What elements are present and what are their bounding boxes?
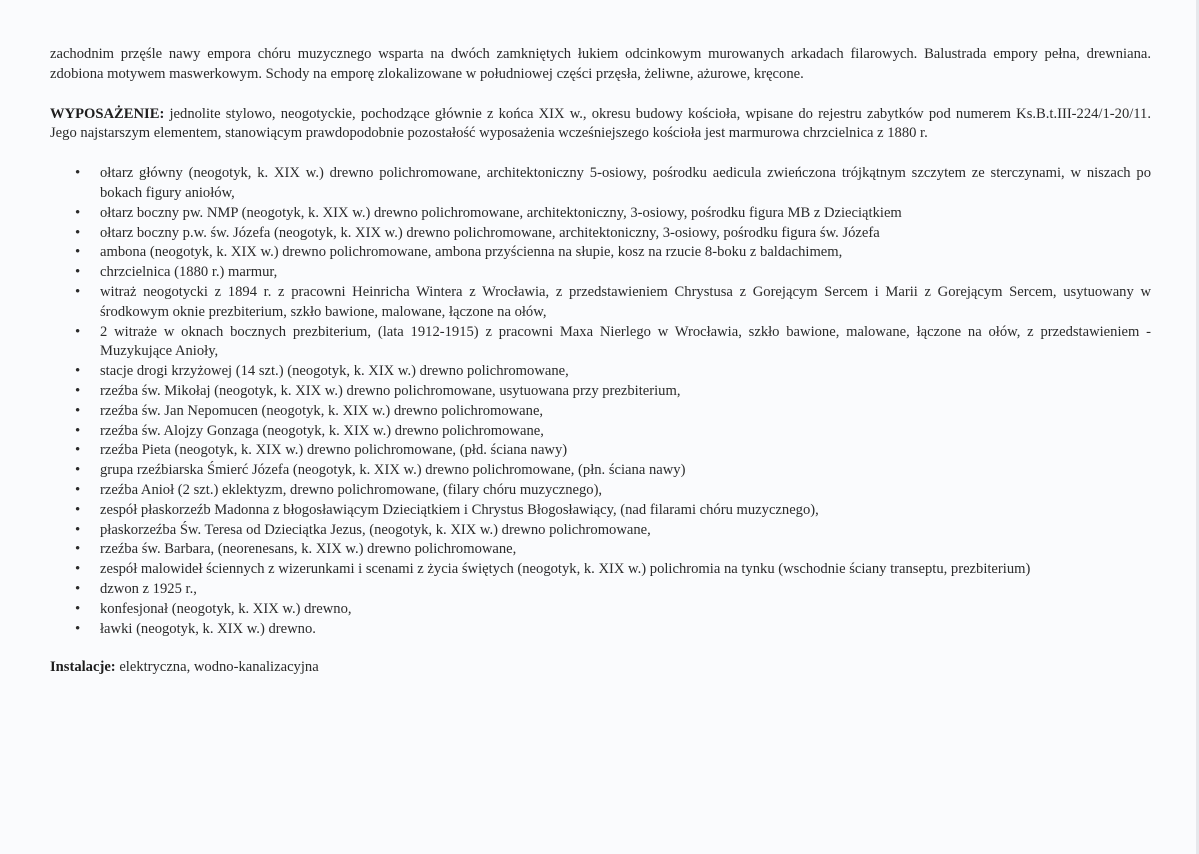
wyposazenie-paragraph	[50, 105, 1151, 145]
list-item: • rzeźba św. Alojzy Gonzaga (neogotyk, k. XIX w.) drewno polichromowane,	[50, 422, 1151, 442]
list-item: • grupa rzeźbiarska Śmierć Józefa (neogotyk, k. XIX w.) drewno polichromowane, (płn. ściana nawy)	[50, 461, 1151, 481]
list-item: • rzeźba św. Mikołaj (neogotyk, k. XIX w.) drewno polichromowane, usytuowana przy prezbiterium,	[50, 382, 1151, 402]
list-item: • chrzcielnica (1880 r.) marmur,	[50, 263, 1151, 283]
list-item: • ołtarz główny (neogotyk, k. XIX w.) drewno polichromowane, architektoniczny 5-osiowy, pośrodku aedicula zwieńczona trójkątnym szczytem ze sterczynami, w niszach po bokach figury aniołów,	[50, 164, 1151, 204]
wyposazenie-text: jednolite stylowo, neogotyckie, pochodzące głównie z końca XIX w., okresu budowy kościoła, wpisane do rejestru zabytków pod numerem Ks.B.t.III-224/1-20/11. Jego najstarszym elementem, stanowiącym prawdopodobnie pozostałość wyposażenia wcześniejszego kościoła jest marmurowa chrzcielnica z 1880 r.	[50, 105, 1151, 142]
list-item: • rzeźba św. Jan Nepomucen (neogotyk, k. XIX w.) drewno polichromowane,	[50, 402, 1151, 422]
list-item: • rzeźba Anioł (2 szt.) eklektyzm, drewno polichromowane, (filary chóru muzycznego),	[50, 481, 1151, 501]
list-item: • ołtarz boczny p.w. św. Józefa (neogotyk, k. XIX w.) drewno polichromowane, architektoniczny, 3-osiowy, pośrodku figura św. Józefa	[50, 224, 1151, 244]
list-item: • konfesjonał (neogotyk, k. XIX w.) drewno,	[50, 600, 1151, 620]
list-item: • ambona (neogotyk, k. XIX w.) drewno polichromowane, ambona przyścienna na słupie, kosz na rzucie 8-boku z baldachimem,	[50, 243, 1151, 263]
list-item: • zespół płaskorzeźb Madonna z błogosławiącym Dzieciątkiem i Chrystus Błogosławiący, (nad filarami chóru muzycznego),	[50, 501, 1151, 521]
instalacje-label: Instalacje:	[50, 659, 116, 676]
list-item: • stacje drogi krzyżowej (14 szt.) (neogotyk, k. XIX w.) drewno polichromowane,	[50, 362, 1151, 382]
list-item: • 2 witraże w oknach bocznych prezbiterium, (lata 1912-1915) z pracowni Maxa Nierlego w Wrocławia, szkło bawione, malowane, łączone na ołów, z przedstawieniem - Muzykujące Anioły,	[50, 323, 1151, 363]
wyposazenie-label: WYPOSAŻENIE:	[50, 105, 165, 122]
list-item: • rzeźba św. Barbara, (neorenesans, k. XIX w.) drewno polichromowane,	[50, 540, 1151, 560]
instalacje-text: elektryczna, wodno-kanalizacyjna	[115, 659, 319, 676]
instalacje-paragraph	[50, 658, 1151, 678]
intro-paragraph: zachodnim przęśle nawy empora chóru muzycznego wsparta na dwóch zamkniętych łukiem odcinkowym murowanych arkadach filarowych. Balustrada empory pełna, drewniana. zdobiona motywem maswerkowym. Schody na emporę zlokalizowane w południowej części przęsła, żeliwne, ażurowe, kręcone.	[50, 46, 1151, 82]
list-item: • dzwon z 1925 r.,	[50, 580, 1151, 600]
list-item: • zespół malowideł ściennych z wizerunkami i scenami z życia świętych (neogotyk, k. XIX w.) polichromia na tynku (wschodnie ściany transeptu, prezbiterium)	[50, 560, 1151, 580]
equipment-list	[50, 164, 1151, 639]
list-item: • ławki (neogotyk, k. XIX w.) drewno.	[50, 620, 1151, 640]
list-item: • płaskorzeźba Św. Teresa od Dzieciątka Jezus, (neogotyk, k. XIX w.) drewno polichromowane,	[50, 521, 1151, 541]
list-item: • ołtarz boczny pw. NMP (neogotyk, k. XIX w.) drewno polichromowane, architektoniczny, 3-osiowy, pośrodku figura MB z Dzieciątkiem	[50, 204, 1151, 224]
list-item: • witraż neogotycki z 1894 r. z pracowni Heinricha Wintera z Wrocławia, z przedstawieniem Chrystusa z Gorejącym Sercem i Marii z Gorejącym Sercem, usytuowany w środkowym oknie prezbiterium, szkło bawione, malowane, łączone na ołów,	[50, 283, 1151, 323]
list-item: • rzeźba Pieta (neogotyk, k. XIX w.) drewno polichromowane, (płd. ściana nawy)	[50, 441, 1151, 461]
document-page	[50, 45, 1151, 698]
